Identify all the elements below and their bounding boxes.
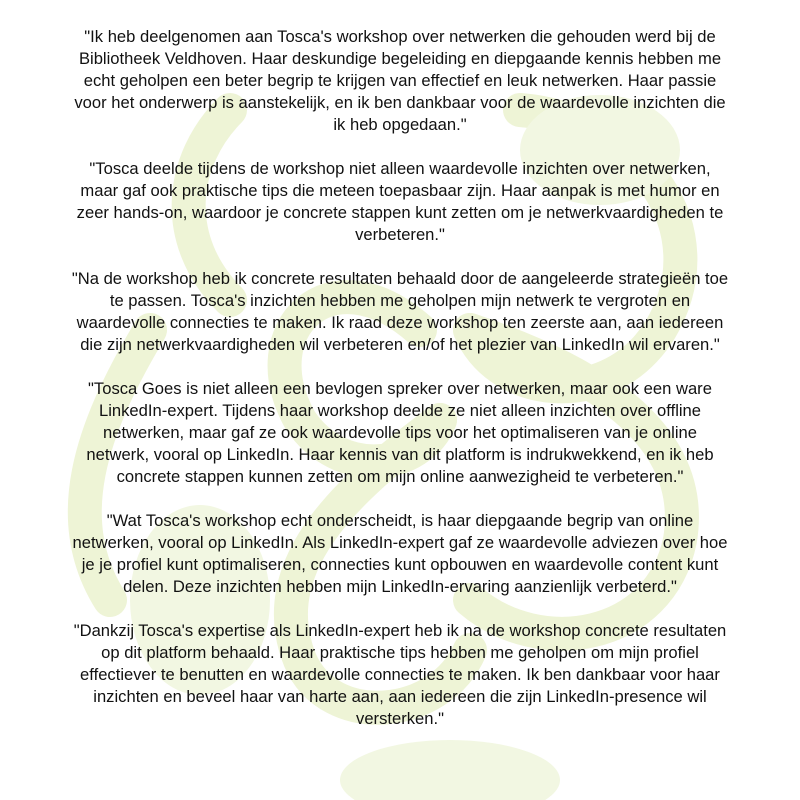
testimonial-1: "Ik heb deelgenomen aan Tosca's workshop over netwerken die gehouden werd bij de Bibliotheek Veldhoven. Haar deskundige begeleiding en diepgaande kennis hebben me echt geholpen een beter begrip te krijgen van effectief en leuk netwerken. Haar passie voor het onderwerp is aanstekelijk, en ik ben dankbaar voor de waardevolle inzichten die ik heb opgedaan." [74, 27, 726, 134]
testimonial-5: "Wat Tosca's workshop echt onderscheidt, is haar diepgaande begrip van online netwerken, vooral op LinkedIn. Als LinkedIn-expert gaf ze waardevolle adviezen over hoe je je profiel kunt optimaliseren, connecties kunt opbouwen en waardevolle content kunt delen. Deze inzichten hebben mijn LinkedIn-ervaring aanzienlijk verbeterd." [72, 511, 728, 596]
testimonial-2: "Tosca deelde tijdens de workshop niet alleen waardevolle inzichten over netwerken, maar gaf ook praktische tips die meteen toepasbaar zijn. Haar aanpak is met humor en zeer hands-on, waardoor je concrete stappen kunt zetten om je netwerkvaardigheden te verbeteren." [76, 159, 724, 244]
testimonial-4: "Tosca Goes is niet alleen een bevlogen spreker over netwerken, maar ook een ware LinkedIn-expert. Tijdens haar workshop deelde ze niet alleen inzichten over offline netwerken, maar gaf ze ook waardevolle tips voor het optimaliseren van je online netwerk, vooral op LinkedIn. Haar kennis van dit platform is indrukwekkend, en ik heb concrete stappen kunnen zetten om mijn online aanwezigheid te verbeteren." [86, 379, 714, 486]
testimonial-3: "Na de workshop heb ik concrete resultaten behaald door de aangeleerde strategieën toe te passen. Tosca's inzichten hebben me geholpen mijn netwerk te vergroten en waardevolle connecties te maken. Ik raad deze workshop ten zeerste aan, aan iedereen die zijn netwerkvaardigheden wil verbeteren en/of het plezier van LinkedIn wil ervaren." [71, 269, 729, 354]
testimonial-6: "Dankzij Tosca's expertise als LinkedIn-expert heb ik na de workshop concrete resultaten op dit platform behaald. Haar praktische tips hebben me geholpen om mijn profiel effectiever te benutten en waardevolle connecties te maken. Ik ben dankbaar voor haar inzichten en beveel haar van harte aan, aan iedereen die zijn LinkedIn-presence wil versterken." [73, 621, 727, 728]
testimonials-list [70, 26, 730, 752]
